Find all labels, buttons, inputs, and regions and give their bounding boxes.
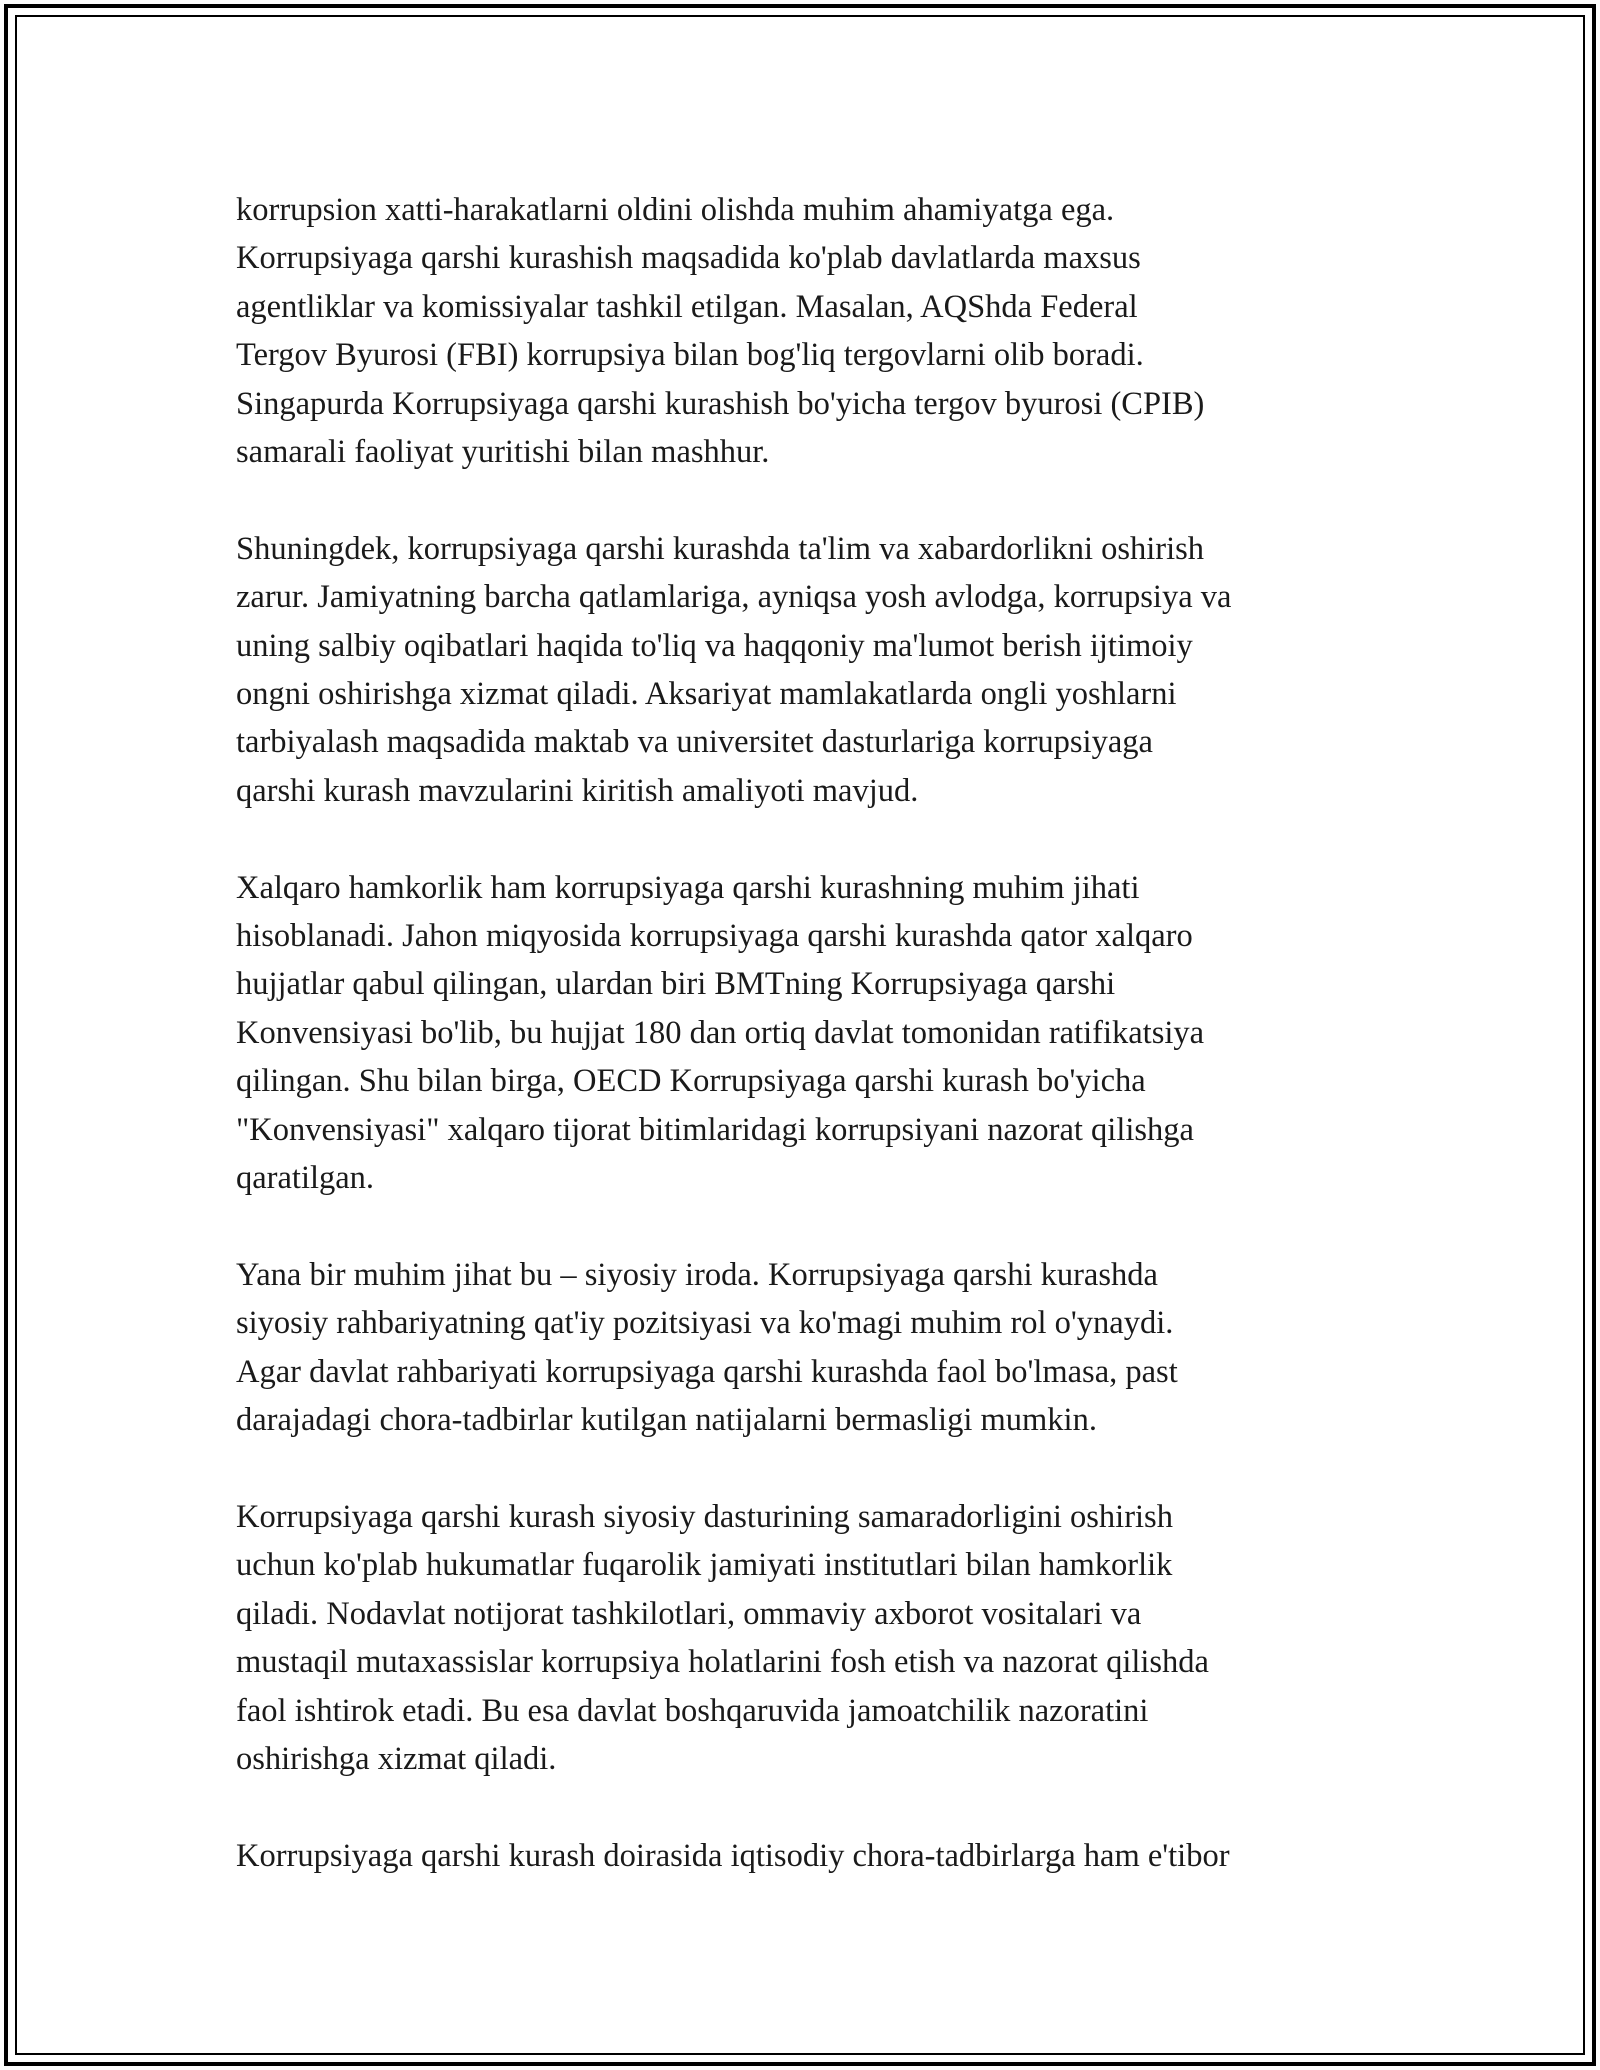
paragraph-1: korrupsion xatti-harakatlarni oldini olishda muhim ahamiyatga ega. Korrupsiyaga qarshi kurashish maqsadida ko'plab davlatlarda maxsus agentliklar va komissiyalar tashkil etilgan. Masalan, AQShda Federal Tergov Byurosi (FBI) korrupsiya bilan bog'liq tergovlarni olib boradi. Singapurda Korrupsiyaga qarshi kurashish bo'yicha tergov byurosi (CPIB) samarali faoliyat yuritishi bilan mashhur. (236, 192, 1205, 471)
paragraph-5: Korrupsiyaga qarshi kurash siyosiy dasturining samaradorligini oshirish uchun ko'plab hukumatlar fuqarolik jamiyati institutlari bilan hamkorlik qiladi. Nodavlat notijorat tashkilotlari, ommaviy axborot vositalari va mustaqil mutaxassislar korrupsiya holatlarini fosh etish va nazorat qilishda faol ishtirok etadi. Bu esa davlat boshqaruvida jamoatchilik nazoratini oshirishga xizmat qiladi. (236, 1498, 1209, 1777)
paragraph-6: Korrupsiyaga qarshi kurash doirasida iqtisodiy chora-tadbirlarga ham e'tibor (236, 1837, 1230, 1874)
paragraph-2: Shuningdek, korrupsiyaga qarshi kurashda ta'lim va xabardorlikni oshirish zarur. Jamiyatning barcha qatlamlariga, ayniqsa yosh avlodga, korrupsiya va uning salbiy oqibatlari haqida to'liq va haqqoniy ma'lumot berish ijtimoiy ongni oshirishga xizmat qiladi. Aksariyat mamlakatlarda ongli yoshlarni tarbiyalash maqsadida maktab va universitet dasturlariga korrupsiyaga qarshi kurash mavzularini kiritish amaliyoti mavjud. (236, 530, 1232, 809)
paragraph-4: Yana bir muhim jihat bu – siyosiy iroda. Korrupsiyaga qarshi kurashda siyosiy rahbariyatning qat'iy pozitsiyasi va ko'magi muhim rol o'ynaydi. Agar davlat rahbariyati korrupsiyaga qarshi kurashda faol bo'lmasa, past darajadagi chora-tadbirlar kutilgan natijalarni bermasligi mumkin. (236, 1256, 1178, 1439)
document-body (236, 186, 1376, 1929)
paragraph-3: Xalqaro hamkorlik ham korrupsiyaga qarshi kurashning muhim jihati hisoblanadi. Jahon miqyosida korrupsiyaga qarshi kurashda qator xalqaro hujjatlar qabul qilingan, ulardan biri BMTning Korrupsiyaga qarshi Konvensiyasi bo'lib, bu hujjat 180 dan ortiq davlat tomonidan ratifikatsiya qilingan. Shu bilan birga, OECD Korrupsiyaga qarshi kurash bo'yicha "Konvensiyasi" xalqaro tijorat bitimlaridagi korrupsiyani nazorat qilishga qaratilgan. (236, 869, 1205, 1197)
